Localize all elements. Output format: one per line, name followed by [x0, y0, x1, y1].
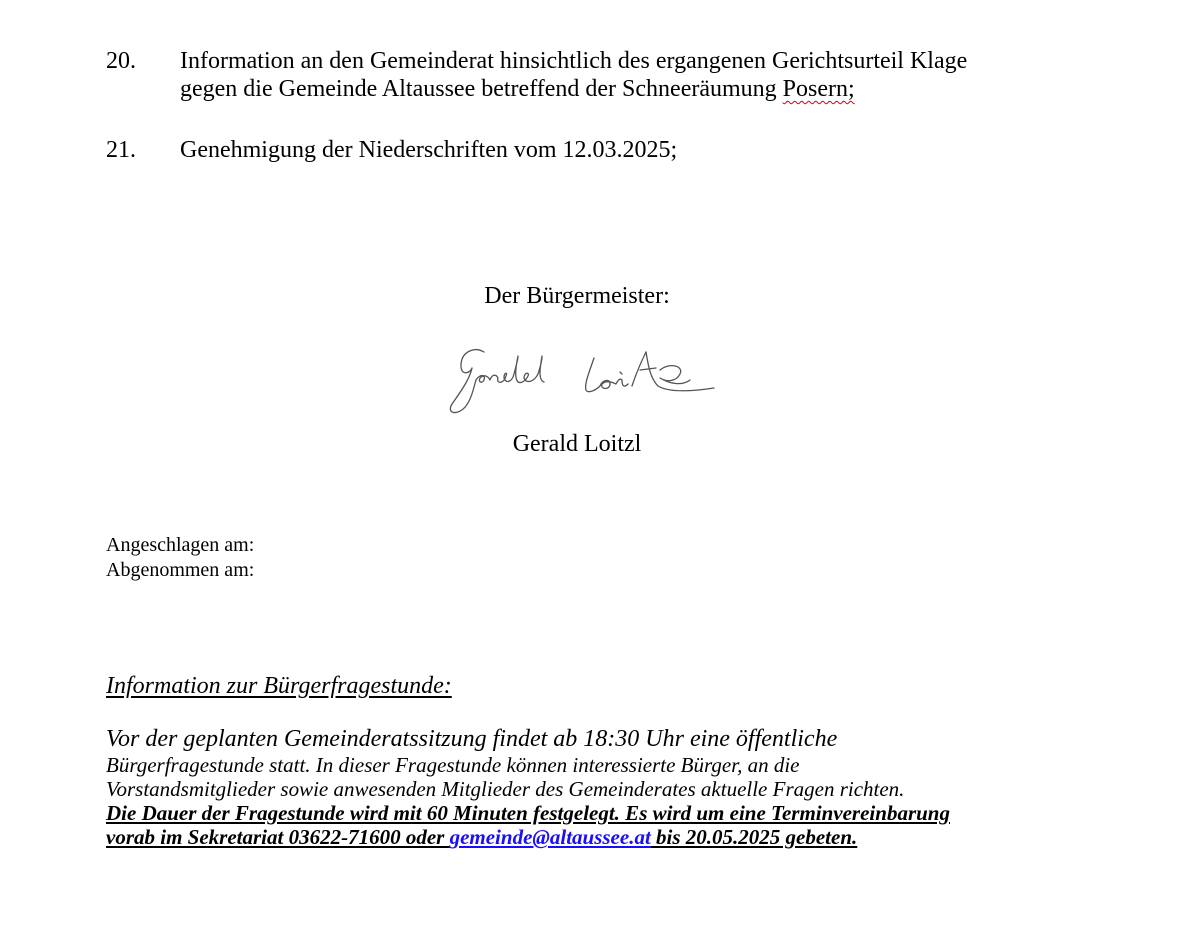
info-line-suffix: bis 20.05.2025 gebeten.	[650, 825, 858, 849]
info-line-emphasis: Die Dauer der Fragestunde wird mit 60 Minuten festgelegt. Es wird um eine Terminvereinbarung	[106, 801, 950, 825]
agenda-item-text	[180, 47, 1060, 103]
mayor-name: Gerald Loitzl	[512, 431, 642, 457]
info-body	[106, 725, 1066, 849]
info-line-emphasis	[106, 825, 1066, 849]
mayor-title: Der Bürgermeister:	[484, 283, 670, 309]
mayor-signature	[444, 344, 716, 420]
spellcheck-flagged-word[interactable]: Posern;	[782, 76, 855, 102]
agenda-item-number: 21.	[106, 137, 136, 163]
posting-info	[106, 533, 254, 583]
agenda-item-20	[106, 47, 1060, 103]
posted-label: Angeschlagen am:	[106, 534, 255, 556]
info-line: Vorstandsmitglieder sowie anwesenden Mitglieder des Gemeinderates aktuelle Fragen richten.	[106, 777, 905, 801]
info-line: Bürgerfragestunde statt. In dieser Fragestunde können interessierte Bürger, an die	[106, 753, 800, 777]
agenda-item-number: 20.	[106, 48, 136, 74]
email-link[interactable]: gemeinde@altaussee.at	[449, 825, 651, 849]
agenda-item-line: Information an den Gemeinderat hinsichtlich des ergangenen Gerichtsurteil Klage	[180, 48, 968, 74]
info-line: Vor der geplanten Gemeinderatssitzung findet ab 18:30 Uhr eine öffentliche	[106, 726, 838, 752]
agenda-item-line-prefix: gegen die Gemeinde Altaussee betreffend der Schneeräumung	[180, 76, 783, 102]
agenda-item-text	[180, 136, 1060, 164]
agenda-item-21	[106, 136, 1060, 164]
info-line-prefix: vorab im Sekretariat 03622-71600 oder	[106, 825, 450, 849]
removed-label: Abgenommen am:	[106, 559, 255, 581]
agenda-item-line	[180, 75, 1060, 103]
info-heading: Information zur Bürgerfragestunde:	[106, 673, 452, 699]
agenda-item-line: Genehmigung der Niederschriften vom 12.03.2025;	[180, 137, 678, 163]
